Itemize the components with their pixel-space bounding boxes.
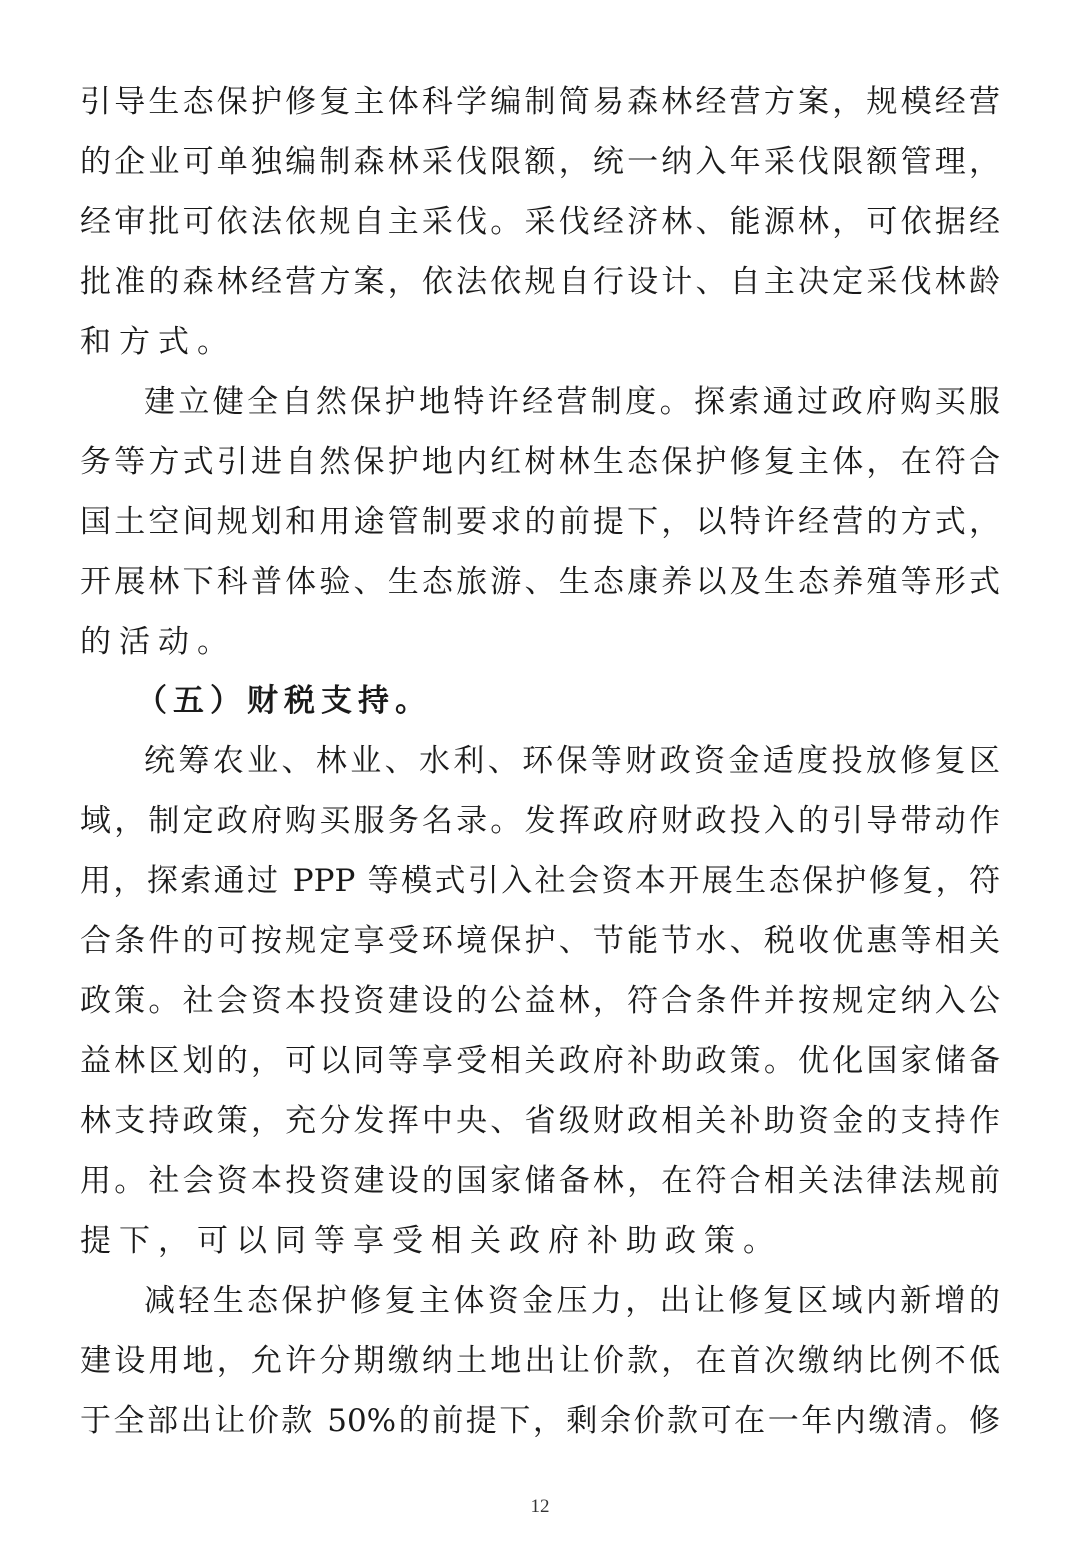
page-number: 12 bbox=[530, 1496, 550, 1517]
section-heading: （五）财税支持。 bbox=[136, 683, 432, 719]
text-line: 减轻生态保护修复主体资金压力，出让修复区域内新增的 bbox=[144, 1283, 1000, 1319]
text-line: 开展林下科普体验、生态旅游、生态康养以及生态养殖等形式 bbox=[80, 564, 1000, 600]
text-line: 合条件的可按规定享受环境保护、节能节水、税收优惠等相关 bbox=[80, 923, 1000, 959]
text-line: 的活动。 bbox=[80, 624, 236, 660]
text-line: 林支持政策，充分发挥中央、省级财政相关补助资金的支持作 bbox=[80, 1103, 1000, 1139]
text-line: 用。社会资本投资建设的国家储备林，在符合相关法律法规前 bbox=[80, 1163, 1000, 1199]
text-line: 和方式。 bbox=[80, 324, 236, 360]
text-line: 用，探索通过 PPP 等模式引入社会资本开展生态保护修复，符 bbox=[80, 863, 1000, 899]
text-line: 统筹农业、林业、水利、环保等财政资金适度投放修复区 bbox=[144, 743, 1000, 779]
text-line: 务等方式引进自然保护地内红树林生态保护修复主体，在符合 bbox=[80, 444, 1000, 480]
text-line: 的企业可单独编制森林采伐限额，统一纳入年采伐限额管理， bbox=[80, 144, 1000, 180]
text-line: 域，制定政府购买服务名录。发挥政府财政投入的引导带动作 bbox=[80, 803, 1000, 839]
text-line: 于全部出让价款 50%的前提下，剩余价款可在一年内缴清。修 bbox=[80, 1403, 1000, 1439]
text-line: 国土空间规划和用途管制要求的前提下，以特许经营的方式， bbox=[80, 504, 1000, 540]
text-line: 建设用地，允许分期缴纳土地出让价款，在首次缴纳比例不低 bbox=[80, 1343, 1000, 1379]
text-line: 引导生态保护修复主体科学编制简易森林经营方案，规模经营 bbox=[80, 84, 1000, 120]
text-line: 政策。社会资本投资建设的公益林，符合条件并按规定纳入公 bbox=[80, 983, 1000, 1019]
text-line: 批准的森林经营方案，依法依规自行设计、自主决定采伐林龄 bbox=[80, 264, 1000, 300]
text-line: 经审批可依法依规自主采伐。采伐经济林、能源林，可依据经 bbox=[80, 204, 1000, 240]
text-line: 建立健全自然保护地特许经营制度。探索通过政府购买服 bbox=[144, 384, 1000, 420]
text-line: 益林区划的，可以同等享受相关政府补助政策。优化国家储备 bbox=[80, 1043, 1000, 1079]
text-line: 提下，可以同等享受相关政府补助政策。 bbox=[80, 1223, 782, 1259]
